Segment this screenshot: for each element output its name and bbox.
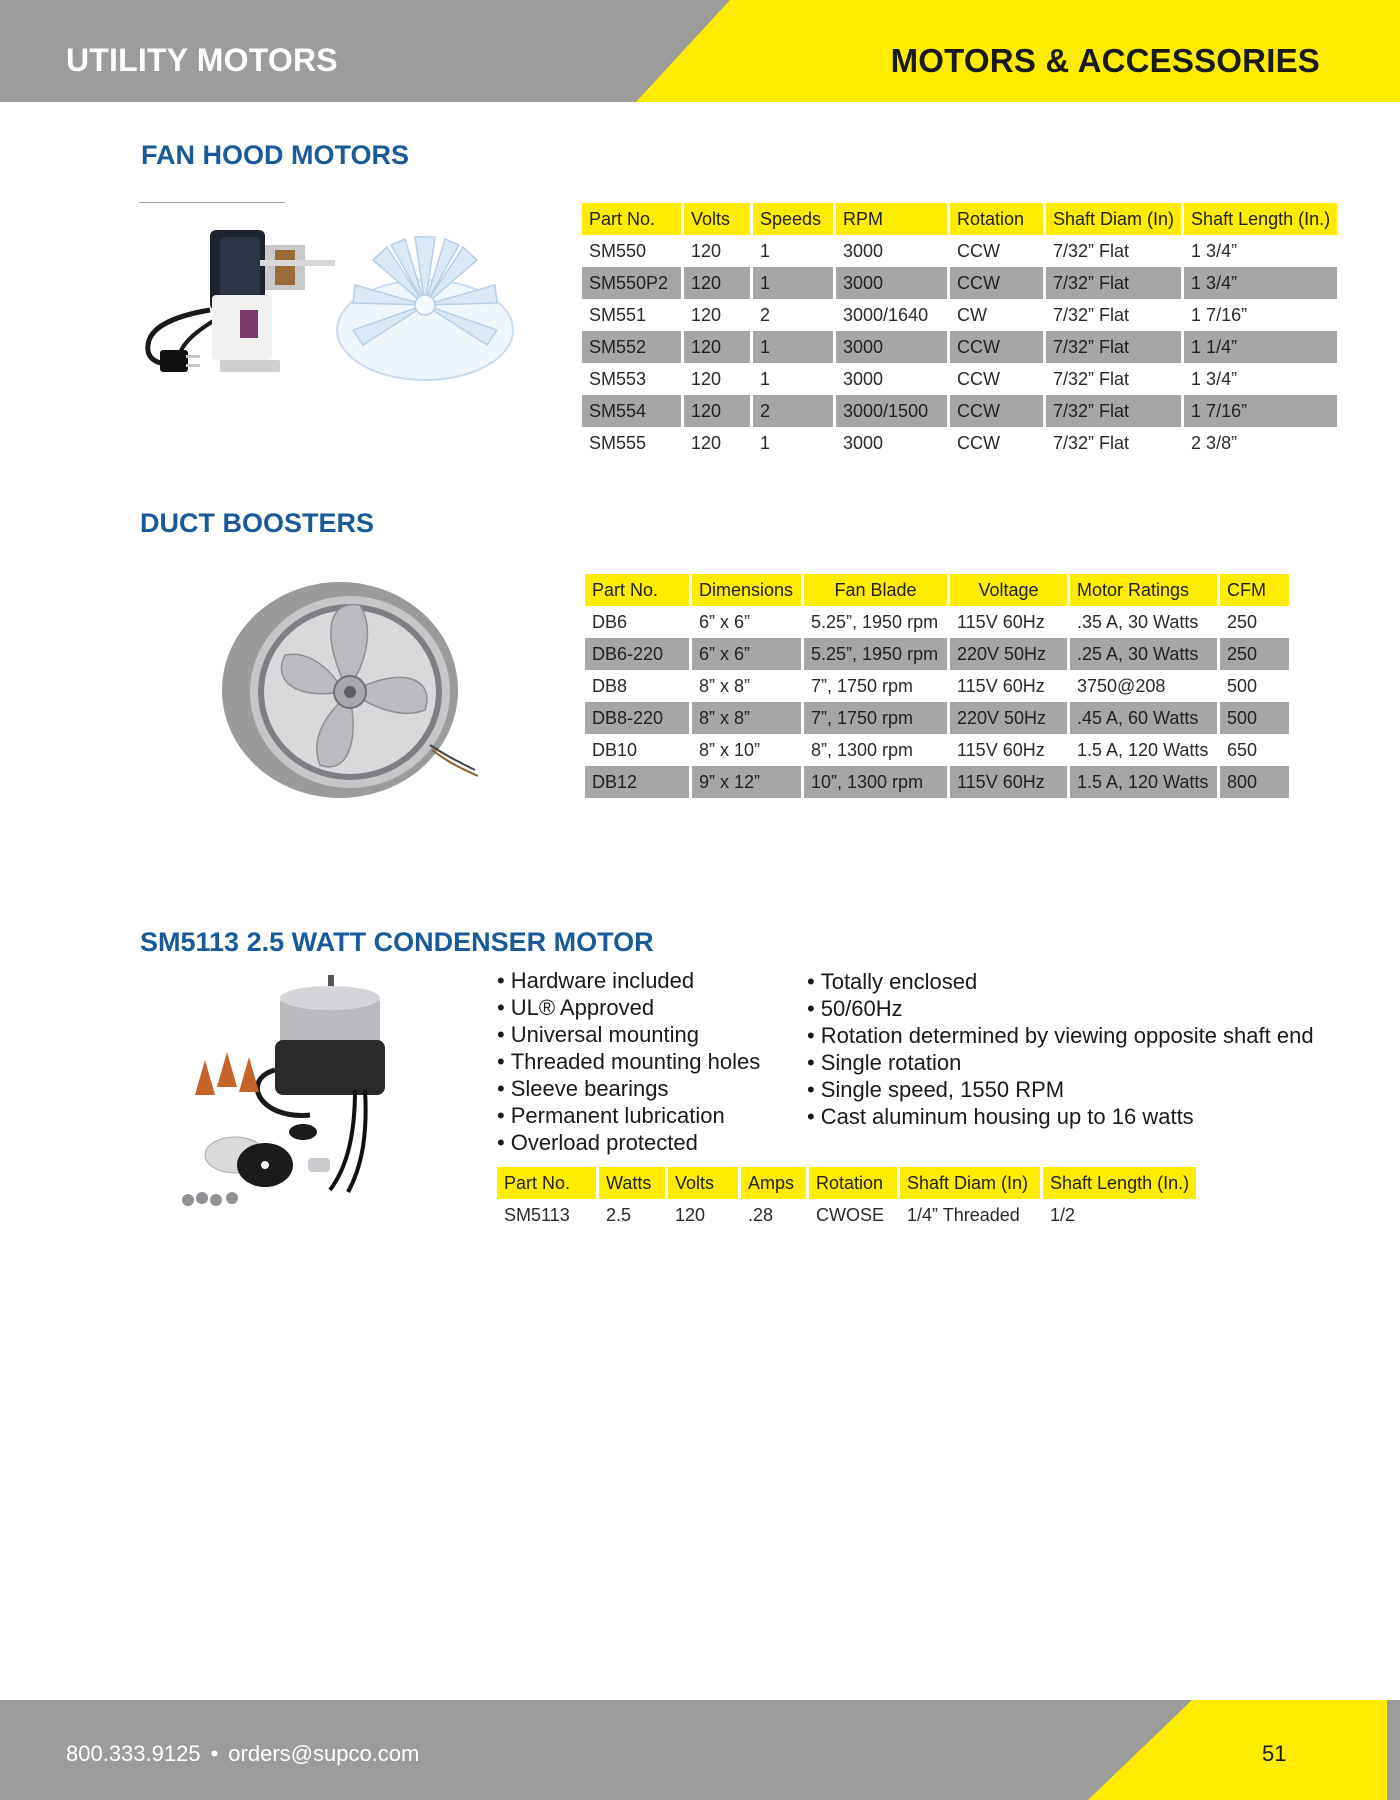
footer-phone[interactable]: 800.333.9125 xyxy=(66,1741,201,1766)
footer-email[interactable]: orders@supco.com xyxy=(228,1741,420,1766)
fan-hood-divider xyxy=(139,202,285,203)
table-cell: 1 xyxy=(753,267,833,299)
column-header: Motor Ratings xyxy=(1070,574,1217,606)
table-row xyxy=(585,702,1289,734)
feature-item: • UL® Approved xyxy=(497,994,760,1021)
table-cell: CCW xyxy=(950,331,1043,363)
table-cell: 500 xyxy=(1220,670,1289,702)
page-header xyxy=(0,0,1400,102)
table-cell: CCW xyxy=(950,427,1043,459)
table-cell: 7/32” Flat xyxy=(1046,267,1181,299)
table-row xyxy=(585,638,1289,670)
table-cell: 115V 60Hz xyxy=(950,734,1067,766)
table-row xyxy=(585,670,1289,702)
table-cell: 1 7/16” xyxy=(1184,299,1337,331)
table-cell: DB8 xyxy=(585,670,689,702)
table-row xyxy=(582,395,1337,427)
table-cell: 120 xyxy=(684,395,750,427)
fan-hood-motor-image xyxy=(140,215,520,390)
table-cell: 7”, 1750 rpm xyxy=(804,670,947,702)
table-cell: 1.5 A, 120 Watts xyxy=(1070,734,1217,766)
table-cell: 8” x 8” xyxy=(692,702,801,734)
table-cell: DB6 xyxy=(585,606,689,638)
table-cell: 3000/1640 xyxy=(836,299,947,331)
table-cell: 1 xyxy=(753,363,833,395)
feature-item: • Single speed, 1550 RPM xyxy=(807,1076,1314,1103)
fan-hood-spec-table xyxy=(579,203,1340,459)
condenser-features-left xyxy=(497,967,760,1156)
column-header: CFM xyxy=(1220,574,1289,606)
table-cell: 8”, 1300 rpm xyxy=(804,734,947,766)
table-cell: 250 xyxy=(1220,638,1289,670)
table-cell: 6” x 6” xyxy=(692,606,801,638)
header-section-title: MOTORS & ACCESSORIES xyxy=(890,42,1320,79)
table-cell: 1 3/4” xyxy=(1184,267,1337,299)
duct-boosters-spec-table xyxy=(582,574,1292,798)
table-row xyxy=(582,331,1337,363)
column-header: Rotation xyxy=(809,1167,897,1199)
table-cell: SM553 xyxy=(582,363,681,395)
table-row xyxy=(585,606,1289,638)
table-cell: DB12 xyxy=(585,766,689,798)
table-cell: 1 3/4” xyxy=(1184,363,1337,395)
table-cell: 2.5 xyxy=(599,1199,665,1231)
table-cell: .35 A, 30 Watts xyxy=(1070,606,1217,638)
table-cell: 2 xyxy=(753,299,833,331)
table-cell: .28 xyxy=(741,1199,806,1231)
column-header: Volts xyxy=(684,203,750,235)
table-cell: CCW xyxy=(950,363,1043,395)
column-header: Volts xyxy=(668,1167,738,1199)
table-cell: SM551 xyxy=(582,299,681,331)
table-cell: 115V 60Hz xyxy=(950,606,1067,638)
table-cell: 7/32” Flat xyxy=(1046,427,1181,459)
column-header: Speeds xyxy=(753,203,833,235)
column-header: Fan Blade xyxy=(804,574,947,606)
table-cell: 3000/1500 xyxy=(836,395,947,427)
table-cell: SM550 xyxy=(582,235,681,267)
column-header: Part No. xyxy=(497,1167,596,1199)
table-cell: CWOSE xyxy=(809,1199,897,1231)
table-cell: 5.25”, 1950 rpm xyxy=(804,606,947,638)
table-cell: 8” x 8” xyxy=(692,670,801,702)
column-header: Part No. xyxy=(585,574,689,606)
column-header: Rotation xyxy=(950,203,1043,235)
table-cell: .45 A, 60 Watts xyxy=(1070,702,1217,734)
table-row xyxy=(582,267,1337,299)
table-cell: 1 1/4” xyxy=(1184,331,1337,363)
feature-item: • Rotation determined by viewing opposite shaft end xyxy=(807,1022,1314,1049)
table-row xyxy=(582,363,1337,395)
table-cell: SM5113 xyxy=(497,1199,596,1231)
table-cell: 2 3/8” xyxy=(1184,427,1337,459)
table-cell: DB6-220 xyxy=(585,638,689,670)
feature-item: • 50/60Hz xyxy=(807,995,1314,1022)
feature-item: • Universal mounting xyxy=(497,1021,760,1048)
table-cell: DB10 xyxy=(585,734,689,766)
fan-hood-motor-illustration xyxy=(140,215,520,390)
table-cell: 9” x 12” xyxy=(692,766,801,798)
table-cell: 1 xyxy=(753,427,833,459)
feature-item: • Hardware included xyxy=(497,967,760,994)
table-cell: CCW xyxy=(950,395,1043,427)
table-cell: 650 xyxy=(1220,734,1289,766)
feature-item: • Totally enclosed xyxy=(807,968,1314,995)
table-cell: CCW xyxy=(950,267,1043,299)
table-row xyxy=(582,235,1337,267)
footer-edge-strip xyxy=(1387,1700,1400,1800)
table-cell: 6” x 6” xyxy=(692,638,801,670)
condenser-motor-title: SM5113 2.5 WATT CONDENSER MOTOR xyxy=(140,927,654,957)
duct-boosters-title: DUCT BOOSTERS xyxy=(140,508,375,538)
table-cell: 3000 xyxy=(836,267,947,299)
table-cell: 120 xyxy=(684,299,750,331)
footer-contact xyxy=(66,1741,419,1767)
feature-item: • Cast aluminum housing up to 16 watts xyxy=(807,1103,1314,1130)
table-cell: 120 xyxy=(684,267,750,299)
column-header: Shaft Diam (In) xyxy=(1046,203,1181,235)
table-cell: 120 xyxy=(684,235,750,267)
table-cell: SM554 xyxy=(582,395,681,427)
table-cell: 5.25”, 1950 rpm xyxy=(804,638,947,670)
table-cell: 120 xyxy=(684,427,750,459)
table-cell: SM550P2 xyxy=(582,267,681,299)
table-cell: 8” x 10” xyxy=(692,734,801,766)
table-cell: 800 xyxy=(1220,766,1289,798)
condenser-motor-illustration xyxy=(180,970,420,1215)
table-cell: 7”, 1750 rpm xyxy=(804,702,947,734)
table-cell: 500 xyxy=(1220,702,1289,734)
table-cell: 10”, 1300 rpm xyxy=(804,766,947,798)
duct-booster-illustration xyxy=(210,570,490,820)
table-cell: 250 xyxy=(1220,606,1289,638)
feature-item: • Permanent lubrication xyxy=(497,1102,760,1129)
table-cell: CCW xyxy=(950,235,1043,267)
table-cell: 1/4” Threaded xyxy=(900,1199,1040,1231)
page-footer xyxy=(0,1700,1400,1800)
condenser-features-right xyxy=(807,968,1314,1130)
table-row xyxy=(585,766,1289,798)
table-cell: 120 xyxy=(684,363,750,395)
table-row xyxy=(585,734,1289,766)
table-cell: 7/32” Flat xyxy=(1046,331,1181,363)
table-cell: 220V 50Hz xyxy=(950,702,1067,734)
column-header: Shaft Length (In.) xyxy=(1043,1167,1196,1199)
fan-hood-title: FAN HOOD MOTORS xyxy=(141,140,410,170)
duct-booster-image xyxy=(210,570,490,820)
table-cell: 120 xyxy=(684,331,750,363)
table-cell: 7/32” Flat xyxy=(1046,235,1181,267)
table-cell: 220V 50Hz xyxy=(950,638,1067,670)
header-category-title: UTILITY MOTORS xyxy=(66,42,338,78)
column-header: Voltage xyxy=(950,574,1067,606)
condenser-motor-image xyxy=(180,970,420,1215)
table-cell: SM552 xyxy=(582,331,681,363)
table-cell: 7/32” Flat xyxy=(1046,395,1181,427)
column-header: Watts xyxy=(599,1167,665,1199)
table-header-row xyxy=(582,203,1337,235)
table-cell: 3000 xyxy=(836,235,947,267)
table-cell: 3000 xyxy=(836,363,947,395)
table-row xyxy=(497,1199,1196,1231)
table-cell: 2 xyxy=(753,395,833,427)
column-header: Shaft Diam (In) xyxy=(900,1167,1040,1199)
table-cell: .25 A, 30 Watts xyxy=(1070,638,1217,670)
feature-item: • Threaded mounting holes xyxy=(497,1048,760,1075)
table-cell: 1 xyxy=(753,331,833,363)
feature-item: • Single rotation xyxy=(807,1049,1314,1076)
column-header: Part No. xyxy=(582,203,681,235)
table-cell: 1 3/4” xyxy=(1184,235,1337,267)
table-header-row xyxy=(497,1167,1196,1199)
column-header: Dimensions xyxy=(692,574,801,606)
footer-separator: • xyxy=(210,1741,219,1766)
table-row xyxy=(582,427,1337,459)
column-header: Shaft Length (In.) xyxy=(1184,203,1337,235)
table-cell: CW xyxy=(950,299,1043,331)
column-header: Amps xyxy=(741,1167,806,1199)
table-cell: 3000 xyxy=(836,427,947,459)
table-cell: 115V 60Hz xyxy=(950,766,1067,798)
feature-item: • Overload protected xyxy=(497,1129,760,1156)
feature-item: • Sleeve bearings xyxy=(497,1075,760,1102)
table-cell: DB8-220 xyxy=(585,702,689,734)
table-cell: 120 xyxy=(668,1199,738,1231)
condenser-spec-table xyxy=(494,1167,1199,1231)
table-header-row xyxy=(585,574,1289,606)
table-cell: 1 xyxy=(753,235,833,267)
table-row xyxy=(582,299,1337,331)
table-cell: 7/32” Flat xyxy=(1046,299,1181,331)
column-header: RPM xyxy=(836,203,947,235)
table-cell: 115V 60Hz xyxy=(950,670,1067,702)
table-cell: 1/2 xyxy=(1043,1199,1196,1231)
table-cell: 7/32” Flat xyxy=(1046,363,1181,395)
table-cell: SM555 xyxy=(582,427,681,459)
table-cell: 1 7/16” xyxy=(1184,395,1337,427)
table-cell: 3000 xyxy=(836,331,947,363)
table-cell: 3750@208 xyxy=(1070,670,1217,702)
page-number: 51 xyxy=(1262,1741,1287,1766)
table-cell: 1.5 A, 120 Watts xyxy=(1070,766,1217,798)
